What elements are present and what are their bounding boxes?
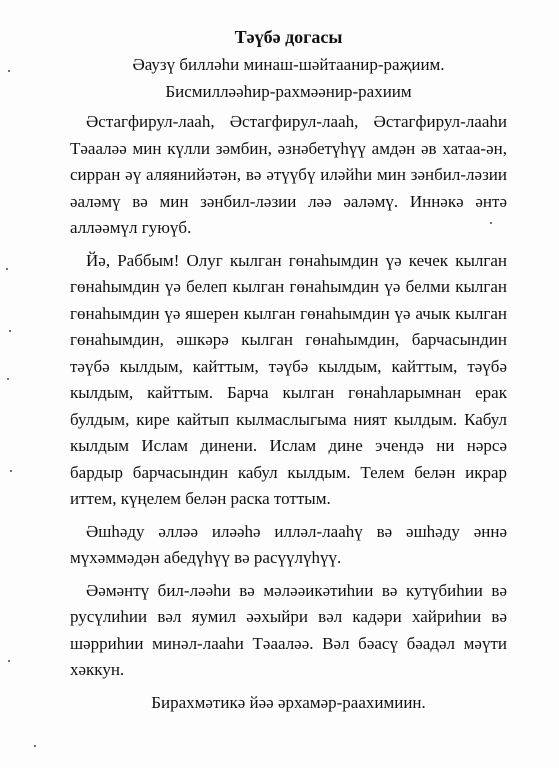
scan-speck <box>8 70 10 72</box>
scan-speck <box>8 660 10 662</box>
scan-speck <box>34 745 36 747</box>
scan-speck <box>10 470 12 472</box>
paragraph-repentance: Йә, Раббым! Олуг кылган гөнаһымдин үә кечек кылган гөнаһымдин үә белеп кылган гөнаһымдин үә белми кылган гөнаһымдин үә яшерен кылган гөнаһымдин үә ачык кылган гөнаһымдин, әшкәрә кылган гөнаһымдин, барчасындин тәүбә кылдым, кайттым, тәүбә кылдым, кайттым, тәүбә кылдым, кайттым. Барча кылган гөнаһларымнан ерак булдым, кире кайтып кылмаслыгыма ният кылдым. Кабул кылдым Ислам динени. Ислам дине эчендә ни нәрсә бардыр барчасындин кабул кылдым. Телем белән икрар иттем, күңелем белән раска тоттым. <box>70 250 507 508</box>
paragraph-istighfar: Әстагфирул-лааһ, Әстагфирул-лааһ, Әстагфирул-лааһи Тәааләә мин күлли зәмбин, әзнәбетүһүү амдән әв хатаа-ән, сирран әү аляянийәтән, вә әтүүбү иләйһи мин зәнбил-ләзии әаләмү вә мин зәнбил-ләзии ләә әаләмү. Иннәкә әнтә алләәмүл гуюүб. <box>70 112 507 237</box>
scan-speck <box>9 330 11 332</box>
paragraph-shahada: Әшһәду әлләә иләәһә илләл-лааһү вә әшһәду әннә мүхәммәдән абедүһүү вә расүүлүһүү. <box>70 521 507 567</box>
scan-speck <box>490 222 492 224</box>
document-title: Тәүбә догасы <box>234 27 343 47</box>
audhu-line: Әаузү билләһи минаш-шәйтаанир-раҗиим. <box>132 55 445 74</box>
bismillah-line: Бисмилләәһир-рахмәәнир-рахиим <box>165 81 412 101</box>
paragraph-amantu: Әәмәнтү бил-ләәһи вә мәләәикәтиһии вә кутүбиһии вә русүлиһии вәл яумил әәхыйри вәл кадәри хайриһии вә шәрриһии минәл-лааһи Тәааләә. Вәл бәасү бәадәл мәүти хәккун. <box>70 580 507 679</box>
closing-line: Бирахмәтикә йәә әрхамәр-раахимиин. <box>151 692 426 712</box>
scan-speck <box>6 268 8 270</box>
scan-speck <box>7 378 9 380</box>
